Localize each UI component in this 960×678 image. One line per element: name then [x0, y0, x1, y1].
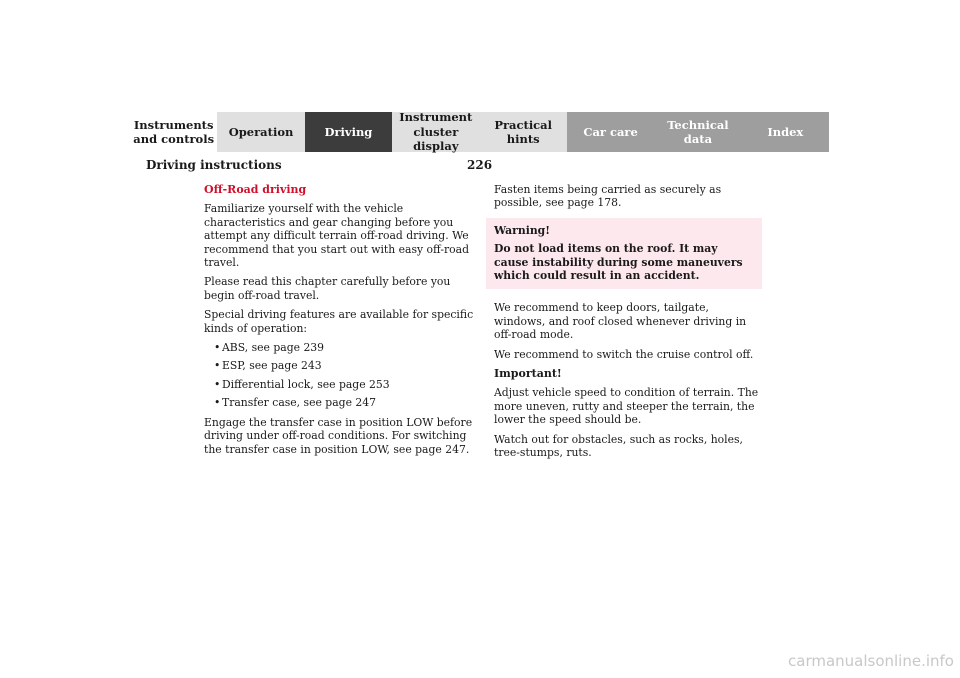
list-item: • ABS, see page 239	[204, 341, 474, 354]
list-item: • Transfer case, see page 247	[204, 396, 474, 409]
tab-driving[interactable]	[305, 112, 392, 152]
tab-label: Car care	[583, 124, 638, 139]
tab-instrument-cluster-display[interactable]	[392, 112, 479, 152]
left-column	[204, 183, 474, 462]
important-heading: Important!	[494, 367, 562, 381]
section-title: Driving instructions	[146, 158, 282, 172]
tab-label: Instruments and controls	[133, 117, 215, 146]
paragraph: We recommend to switch the cruise control off.	[494, 347, 754, 361]
paragraph: Fasten items being carried as securely as possible, see page 178.	[494, 183, 722, 210]
tab-label: Technical data	[667, 117, 729, 146]
tab-practical-hints[interactable]	[480, 112, 567, 152]
watermark: carmanualsonline.info	[788, 652, 954, 670]
chapter-tabs	[130, 112, 829, 152]
tab-technical-data[interactable]	[654, 112, 741, 152]
tab-car-care[interactable]	[567, 112, 654, 152]
paragraph: Familiarize yourself with the vehicle characteristics and gear changing before you attempt any difficult terrain off-road driving. We recommend that you start out with easy off-road travel.	[204, 202, 469, 270]
tab-label: Instrument cluster display	[399, 110, 473, 154]
off-road-heading: Off-Road driving	[204, 183, 307, 196]
tab-operation[interactable]	[217, 112, 304, 152]
paragraph: Engage the transfer case in position LOW before driving under off-road conditions. For switching the transfer case in position LOW, see page 247.	[204, 415, 473, 456]
paragraph: Adjust vehicle speed to condition of terrain. The more uneven, rutty and steeper the terrain, the lower the speed should be.	[494, 386, 759, 427]
paragraph: We recommend to keep doors, tailgate, windows, and roof closed whenever driving in off-road mode.	[494, 301, 747, 342]
page-number: 226	[467, 158, 493, 172]
tab-instruments-and-controls[interactable]	[130, 112, 217, 152]
warning-box	[486, 218, 762, 290]
warning-text: Do not load items on the roof. It may cause instability during some maneuvers which could result in an accident.	[494, 242, 743, 283]
list-item: • ESP, see page 243	[204, 359, 474, 372]
paragraph: Watch out for obstacles, such as rocks, holes, tree-stumps, ruts.	[494, 432, 743, 460]
paragraph: Special driving features are available for specific kinds of operation:	[204, 308, 474, 335]
tab-label: Practical hints	[494, 117, 553, 146]
tab-index[interactable]	[742, 112, 829, 152]
list-item: • Differential lock, see page 253	[204, 378, 474, 391]
paragraph: Please read this chapter carefully before you begin off-road travel.	[204, 275, 451, 302]
warning-title: Warning!	[494, 223, 550, 237]
feature-list	[204, 341, 474, 410]
right-column	[494, 183, 762, 466]
tab-label: Index	[767, 124, 804, 139]
tab-label: Driving	[324, 124, 373, 139]
tab-label: Operation	[228, 124, 294, 139]
